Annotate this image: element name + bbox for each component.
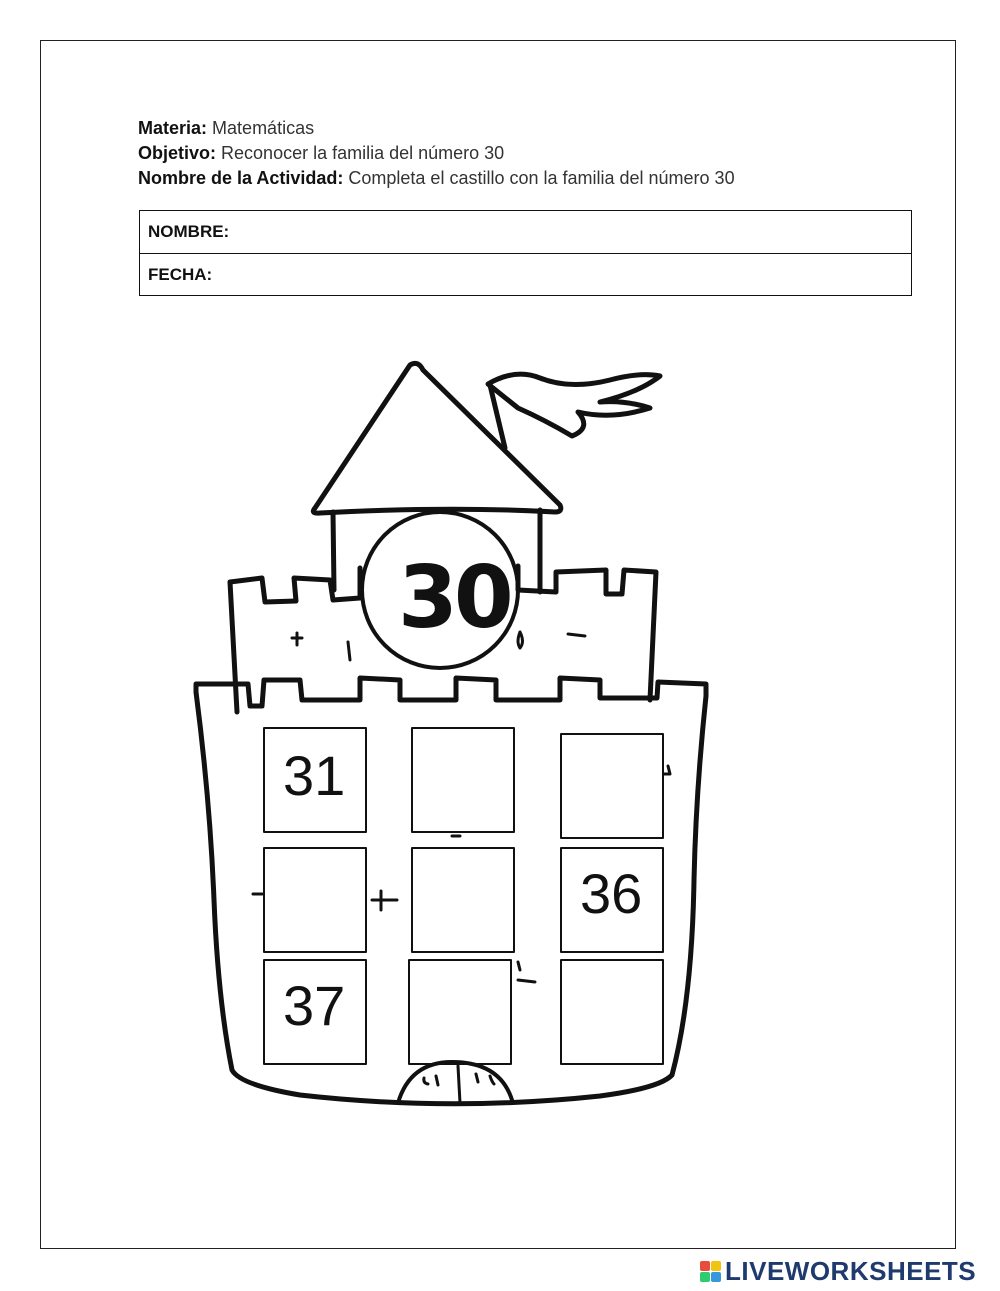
castle-roof bbox=[313, 363, 560, 513]
box-1-number: 31 bbox=[283, 744, 346, 807]
brand-logo-icon bbox=[700, 1261, 721, 1282]
objective-value: Reconocer la familia del número 30 bbox=[221, 143, 505, 163]
outer-battlements bbox=[196, 678, 706, 706]
objective-label: Objetivo: bbox=[138, 143, 217, 163]
door-detail bbox=[424, 1066, 494, 1103]
box-6-number: 36 bbox=[580, 862, 643, 925]
box-4[interactable] bbox=[264, 848, 366, 952]
subject-value: Matemáticas bbox=[212, 118, 315, 138]
brand-square-blue bbox=[711, 1272, 721, 1282]
box-8[interactable] bbox=[409, 960, 511, 1064]
castle-door bbox=[398, 1062, 512, 1103]
flag bbox=[488, 374, 660, 436]
brand-square-red bbox=[700, 1261, 710, 1271]
box-7-number: 37 bbox=[283, 974, 346, 1037]
activity-label: Nombre de la Actividad: bbox=[138, 168, 344, 188]
brand-square-yellow bbox=[711, 1261, 721, 1271]
name-label: NOMBRE: bbox=[148, 222, 230, 241]
subject-label: Materia: bbox=[138, 118, 208, 138]
brand-footer[interactable] bbox=[700, 1256, 976, 1287]
box-5[interactable] bbox=[412, 848, 514, 952]
box-3[interactable] bbox=[561, 734, 663, 838]
brand-text: LIVEWORKSHEETS bbox=[725, 1256, 977, 1286]
tower-number: 30 bbox=[398, 548, 510, 648]
wall-detail-right bbox=[518, 632, 585, 648]
activity-value: Completa el castillo con la familia del número 30 bbox=[348, 168, 735, 188]
wall-detail-left bbox=[292, 633, 350, 660]
brand-square-green bbox=[700, 1272, 710, 1282]
box-2[interactable] bbox=[412, 728, 514, 832]
box-9[interactable] bbox=[561, 960, 663, 1064]
date-label: FECHA: bbox=[148, 264, 213, 284]
